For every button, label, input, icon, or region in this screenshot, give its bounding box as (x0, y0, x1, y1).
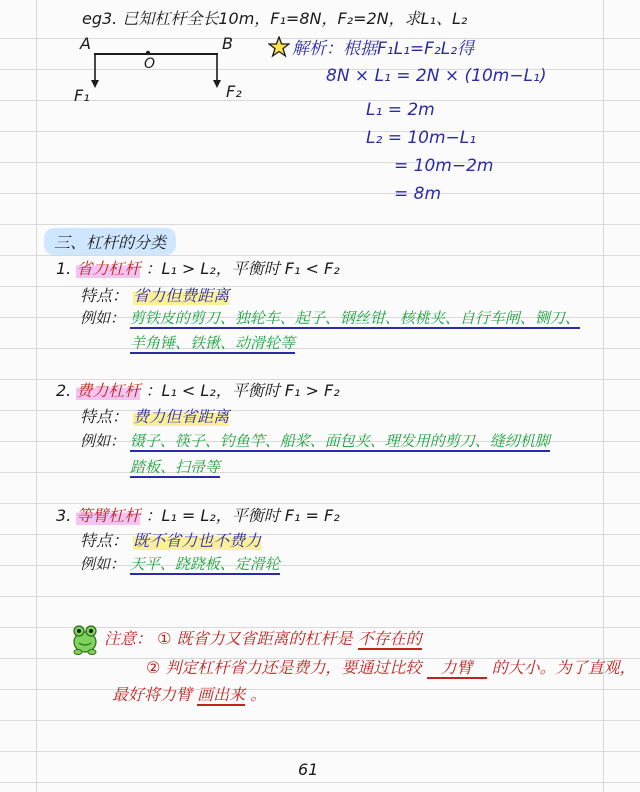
note-point-1 (104, 626, 422, 649)
item-2-name: 费力杠杆 (76, 381, 141, 400)
item-1-feature-label: 特点： (80, 286, 129, 305)
solution-heading: 解析：根据F₁L₁=F₂L₂得 (292, 39, 475, 59)
note-point-2 (146, 655, 636, 678)
item-3-example-label: 例如： (80, 555, 126, 573)
item-2-feature: 费力但省距离 (133, 407, 230, 426)
note-point-3-suffix: 。 (250, 685, 267, 704)
star-icon (268, 36, 290, 62)
solution-line-3: L₂ = 10m−L₁ (366, 128, 477, 148)
frog-sticker-icon (70, 622, 100, 660)
item-3-feature: 既不省力也不费力 (133, 531, 262, 550)
item-3-number: 3. (56, 506, 72, 525)
note-point-2-suffix: 的大小。为了直观， (491, 658, 636, 677)
item-3-examples-row (80, 553, 280, 574)
item-3-feature-row (80, 528, 261, 551)
item-1-examples-line-1: 剪铁皮的剪刀、独轮车、起子、钢丝钳、核桃夹、自行车闸、铡刀、 (129, 309, 580, 327)
item-3-feature-label: 特点： (80, 531, 129, 550)
note-label: 注意： (104, 629, 153, 648)
item-1-examples-line-2: 羊角锤、铁锹、动滑轮等 (130, 334, 296, 352)
label-f2: F₂ (226, 82, 242, 101)
item-1-number: 1. (56, 259, 72, 278)
solution-line-1: 8N × L₁ = 2N × (10m−L₁) (326, 66, 547, 86)
section-title: 三、杠杆的分类 (44, 228, 176, 255)
label-b: B (222, 34, 233, 53)
note-point-2-prefix: ② 判定杠杆省力还是费力，要通过比较 (146, 658, 422, 677)
item-1-example-label: 例如： (80, 309, 126, 327)
label-f1: F₁ (74, 86, 90, 105)
item-2-examples-line-2: 踏板、扫帚等 (130, 458, 221, 476)
label-o: O (144, 56, 156, 72)
item-3-heading (56, 503, 340, 526)
note-point-3 (112, 682, 266, 705)
item-1-name: 省力杠杆 (76, 259, 141, 278)
item-1-feature: 省力但费距离 (133, 286, 230, 305)
item-3-name: 等臂杠杆 (76, 506, 141, 525)
note-point-3-emph: 画出来 (197, 685, 246, 704)
margin-line (36, 0, 37, 792)
f1-arrow-head (91, 80, 99, 88)
note-point-1-emph: 不存在的 (357, 629, 422, 648)
note-point-1-prefix: ① 既省力又省距离的杠杆是 (157, 629, 353, 648)
item-3-examples-line-1: 天平、跷跷板、定滑轮 (129, 555, 280, 573)
item-1-condition: ：L₁ > L₂，平衡时 F₁ < F₂ (145, 259, 340, 278)
item-1-heading (56, 256, 340, 279)
item-1-feature-row (80, 283, 229, 306)
item-3-condition: ：L₁ = L₂，平衡时 F₁ = F₂ (145, 506, 340, 525)
item-1-examples-row (80, 307, 580, 328)
item-2-examples-row (80, 430, 550, 451)
note-point-3-prefix: 最好将力臂 (112, 685, 193, 704)
solution-line-5: = 8m (394, 184, 442, 204)
item-2-condition: ：L₁ < L₂，平衡时 F₁ > F₂ (145, 381, 340, 400)
label-a: A (80, 34, 91, 53)
pivot-point (146, 51, 150, 55)
note-point-2-emph: 力臂 (427, 658, 487, 679)
item-2-heading (56, 378, 340, 401)
item-2-example-label: 例如： (80, 432, 126, 450)
item-2-feature-row (80, 404, 229, 427)
solution-line-4: = 10m−2m (394, 156, 494, 176)
f2-arrow-head (213, 80, 221, 88)
page-number: 61 (298, 760, 319, 779)
solution-line-2: L₁ = 2m (366, 100, 435, 120)
item-2-feature-label: 特点： (80, 407, 129, 426)
item-2-number: 2. (56, 381, 72, 400)
problem-statement: eg3. 已知杠杆全长10m，F₁=8N，F₂=2N，求L₁、L₂ (82, 9, 468, 28)
item-2-examples-line-1: 镊子、筷子、钓鱼竿、船桨、面包夹、理发用的剪刀、缝纫机脚 (129, 432, 550, 450)
